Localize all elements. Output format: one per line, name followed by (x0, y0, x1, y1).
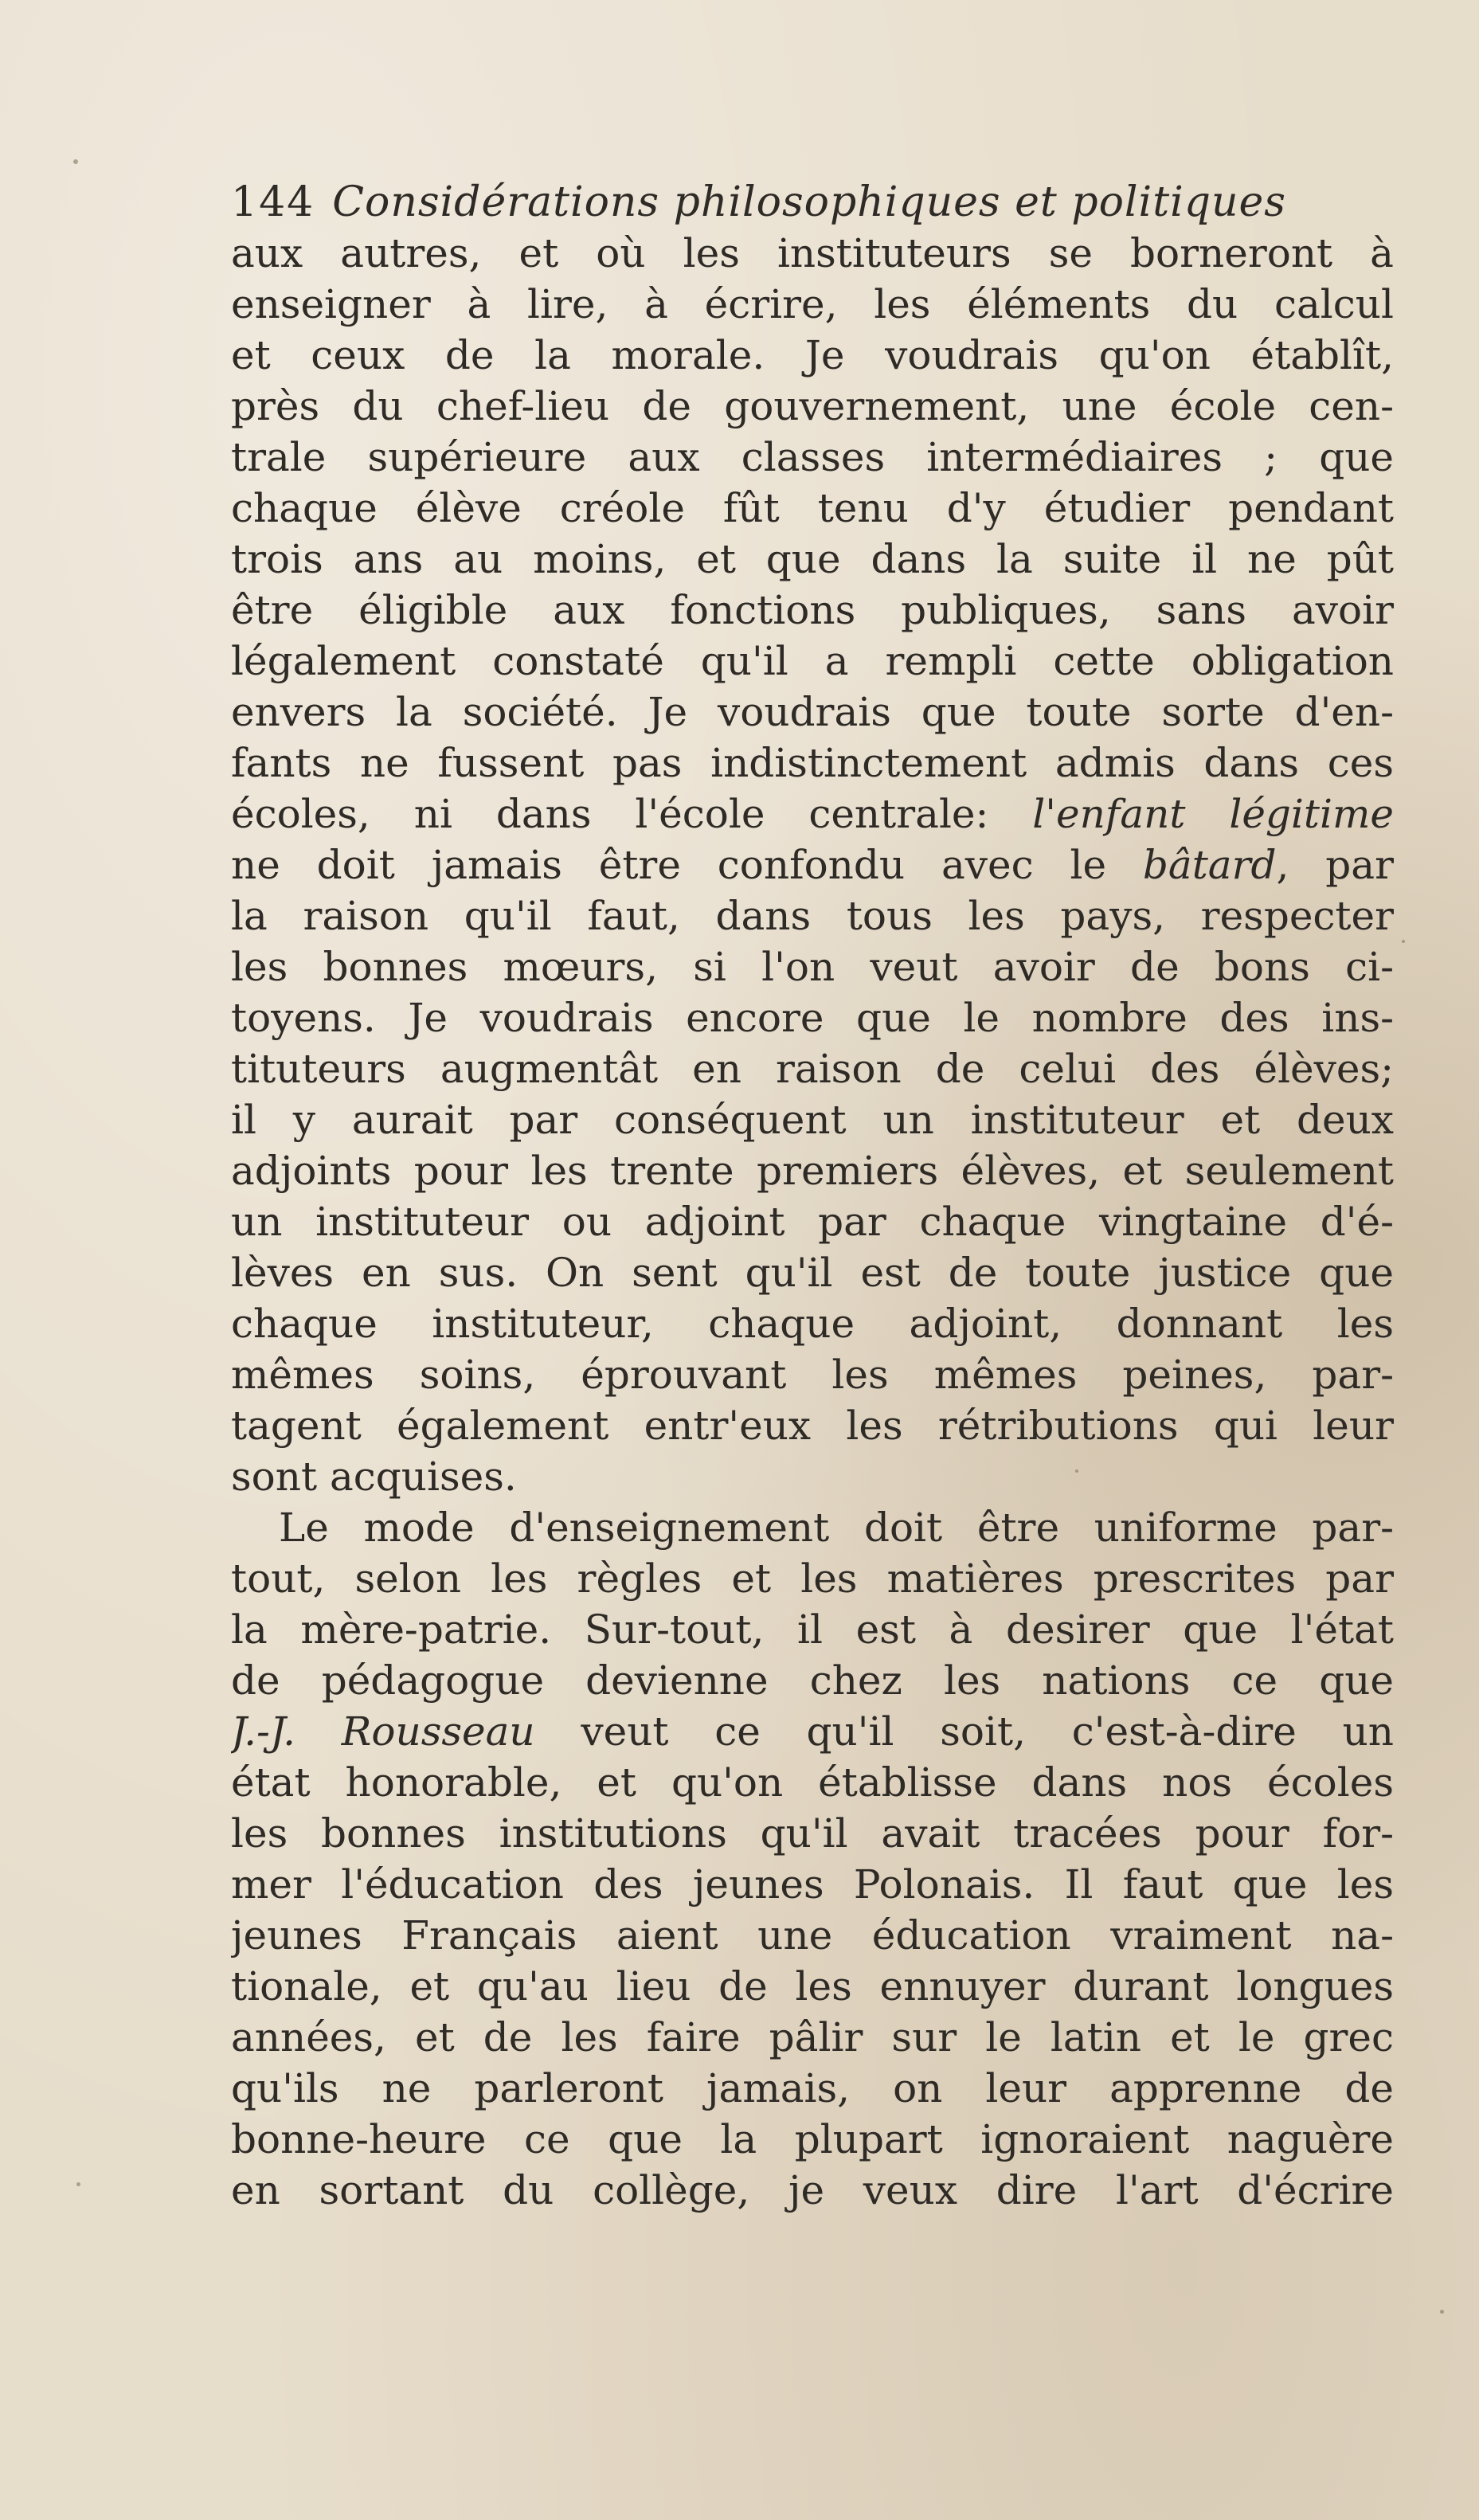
line-text: être éligible aux fonctions publiques, sans avoir (231, 587, 1394, 633)
line-text: trale supérieure aux classes intermédiaires ; que (231, 434, 1394, 480)
text-line (231, 941, 1394, 992)
text-line (231, 1706, 1394, 1757)
line-text: la raison qu'il faut, dans tous les pays, respecter (231, 893, 1394, 939)
text-line (231, 1604, 1394, 1655)
line-text: ne doit jamais être confondu avec le (231, 842, 1143, 888)
text-line (231, 2063, 1394, 2114)
text-line (231, 228, 1394, 279)
line-text: tituteurs augmentât en raison de celui des élèves; (231, 1046, 1394, 1092)
text-line (231, 2012, 1394, 2063)
text-line (231, 1910, 1394, 1961)
text-line (231, 2165, 1394, 2216)
line-text: qu'ils ne parleront jamais, on leur apprenne de (231, 2065, 1394, 2111)
line-text: aux autres, et où les instituteurs se borneront à (231, 230, 1394, 276)
text-line (231, 1043, 1394, 1094)
text-line (231, 1349, 1394, 1400)
line-text: en sortant du collège, je veux dire l'art d'écrire (231, 2167, 1394, 2213)
line-text: chaque instituteur, chaque adjoint, donnant les (231, 1301, 1394, 1347)
italic-text: bâtard (1142, 842, 1277, 888)
line-text: légalement constaté qu'il a rempli cette obligation (231, 638, 1394, 684)
line-text: jeunes Français aient une éducation vraiment na- (231, 1912, 1394, 1958)
text-line (231, 1298, 1394, 1349)
page-text (231, 177, 1394, 2216)
line-text: tionale, et qu'au lieu de les ennuyer durant longues (231, 1963, 1394, 2009)
line-text: adjoints pour les trente premiers élèves, et seulement (231, 1148, 1394, 1194)
text-line (231, 788, 1394, 839)
text-line (231, 687, 1394, 738)
running-title: Considérations philosophiques et politiques (332, 178, 1286, 226)
text-line (231, 1808, 1394, 1859)
line-text: bonne-heure ce que la plupart ignoraient naguère (231, 2116, 1394, 2162)
text-line (231, 483, 1394, 534)
text-line (231, 1502, 1394, 1553)
text-line (231, 636, 1394, 687)
line-text: les bonnes mœurs, si l'on veut avoir de bons ci- (231, 944, 1394, 990)
line-text: trois ans au moins, et que dans la suite il ne pût (231, 536, 1394, 582)
line-text: mêmes soins, éprouvant les mêmes peines, par- (231, 1352, 1394, 1398)
body-text (231, 228, 1394, 2216)
line-text: toyens. Je voudrais encore que le nombre des ins- (231, 995, 1394, 1041)
line-text: , par (1276, 842, 1394, 888)
text-line (231, 432, 1394, 483)
paper-speck (73, 159, 78, 164)
line-text: mer l'éducation des jeunes Polonais. Il faut que les (231, 1861, 1394, 1908)
line-text: un instituteur ou adjoint par chaque vingtaine d'é- (231, 1199, 1394, 1245)
text-line (231, 2114, 1394, 2165)
line-text: envers la société. Je voudrais que toute sorte d'en- (231, 689, 1394, 735)
text-line (231, 1094, 1394, 1145)
paper-speck (1402, 940, 1405, 943)
line-text: Le mode d'enseignement doit être uniforme par- (279, 1505, 1394, 1551)
line-text: enseigner à lire, à écrire, les éléments du calcul (231, 281, 1394, 327)
text-line (231, 1247, 1394, 1298)
line-text: lèves en sus. On sent qu'il est de toute justice que (231, 1250, 1394, 1296)
text-line (231, 330, 1394, 381)
text-line (231, 890, 1394, 941)
text-line (231, 1859, 1394, 1910)
line-text: veut ce qu'il soit, c'est-à-dire un (534, 1708, 1394, 1755)
text-line (231, 585, 1394, 636)
line-text: la mère-patrie. Sur-tout, il est à desirer que l'état (231, 1606, 1394, 1653)
line-text: les bonnes institutions qu'il avait tracées pour for- (231, 1810, 1394, 1857)
line-text: années, et de les faire pâlir sur le latin et le grec (231, 2014, 1394, 2060)
line-text: écoles, ni dans l'école centrale: (231, 791, 1033, 837)
text-line (231, 839, 1394, 890)
line-text: tagent également entr'eux les rétributions qui leur (231, 1403, 1394, 1449)
italic-text: l'enfant légitime (1032, 791, 1394, 837)
line-text: état honorable, et qu'on établisse dans nos écoles (231, 1759, 1394, 1806)
line-text: de pédagogue devienne chez les nations ce que (231, 1657, 1394, 1704)
text-line (231, 1145, 1394, 1196)
line-text: il y aurait par conséquent un instituteur et deux (231, 1097, 1394, 1143)
line-text: sont acquises. (231, 1454, 517, 1500)
paper-speck (76, 2182, 80, 2186)
page-number: 144 (231, 178, 315, 226)
text-line (231, 1451, 1394, 1502)
text-line (231, 738, 1394, 788)
text-line (231, 1757, 1394, 1808)
line-text: et ceux de la morale. Je voudrais qu'on établît, (231, 332, 1394, 378)
text-line (231, 1553, 1394, 1604)
text-line (231, 534, 1394, 585)
running-header (231, 177, 1394, 228)
text-line (231, 279, 1394, 330)
text-line (231, 992, 1394, 1043)
text-line (231, 381, 1394, 432)
text-line (231, 1196, 1394, 1247)
paper-speck (1440, 2310, 1444, 2314)
line-text: près du chef-lieu de gouvernement, une école cen- (231, 383, 1394, 429)
line-text: tout, selon les règles et les matières prescrites par (231, 1555, 1394, 1602)
line-text: fants ne fussent pas indistinctement admis dans ces (231, 740, 1394, 786)
text-line (231, 1655, 1394, 1706)
italic-text: J.-J. Rousseau (231, 1708, 535, 1755)
line-text: chaque élève créole fût tenu d'y étudier pendant (231, 485, 1394, 531)
text-line (231, 1961, 1394, 2012)
text-line (231, 1400, 1394, 1451)
